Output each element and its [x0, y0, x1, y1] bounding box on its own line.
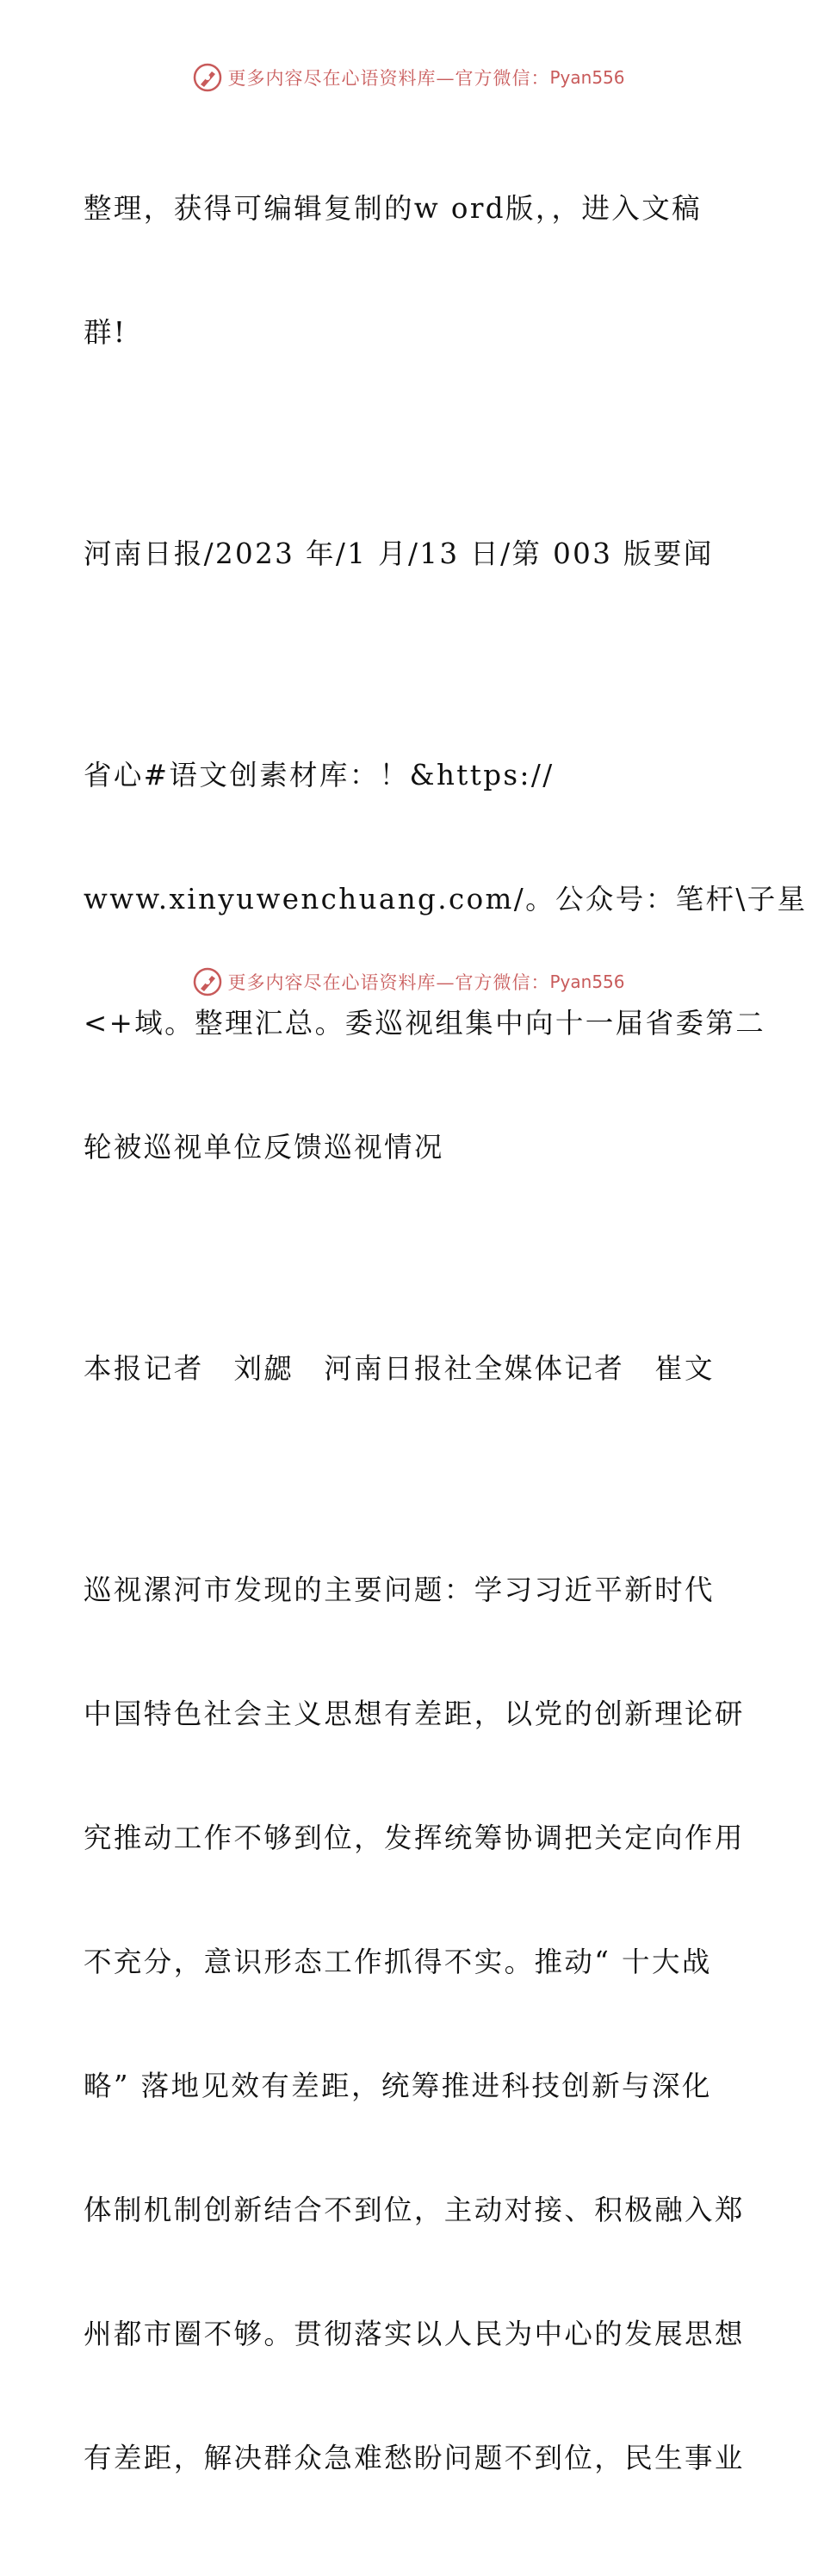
- text-line: 群!: [84, 316, 127, 349]
- pen-logo-icon: [193, 967, 222, 996]
- paragraph-intro: [84, 105, 734, 436]
- text-line: 州都市圈不够。贯彻落实以人民为中心的发展思想: [84, 2318, 745, 2350]
- text-line: 不充分，意识形态工作抓得不实。推动“ 十大战: [84, 1946, 712, 1978]
- text-line: 巡视漯河市发现的主要问题：学习习近平新时代: [84, 1574, 715, 1606]
- text-line: 省心#语文创素材库：！&https://: [84, 759, 555, 791]
- text-line: 体制机制创新结合不到位，主动对接、积极融入郑: [84, 2194, 745, 2226]
- text-line: 轮被巡视单位反馈巡视情况: [84, 1131, 444, 1164]
- text-line: 究推动工作不够到位，发挥统筹协调把关定向作用: [84, 1822, 745, 1854]
- document-body: [84, 105, 808, 2576]
- pen-logo-icon: [193, 63, 222, 92]
- watermark-text: 更多内容尽在心语资料库—官方微信：: [227, 68, 550, 89]
- watermark-id: Pyan556: [549, 67, 625, 88]
- paragraph-byline: [84, 1265, 734, 1472]
- watermark-text: 更多内容尽在心语资料库—官方微信：: [227, 972, 550, 993]
- text-line: 整理，获得可编辑复制的w ord版，，进入文稿: [84, 192, 703, 225]
- text-line: 河南日报/2023 年/1 月/13 日/第 003 版要闻: [84, 537, 714, 570]
- paragraph-headline: [84, 672, 808, 1251]
- text-line: <+域。整理汇总。委巡视组集中向十一届省委第二: [84, 1007, 766, 1040]
- watermark-id: Pyan556: [549, 971, 625, 992]
- footer-watermark: [0, 965, 818, 999]
- paragraph-source: [84, 450, 734, 657]
- text-line: www.xinyuwenchuang.com/。公众号：笔杆\子星: [84, 883, 808, 916]
- header-watermark: [0, 60, 818, 95]
- text-line: 有差距，解决群众急难愁盼问题不到位，民生事业: [84, 2442, 745, 2474]
- text-line: 本报记者 刘勰 河南日报社全媒体记者 崔文: [84, 1352, 715, 1385]
- text-line: 略” 落地见效有差距，统筹推进科技创新与深化: [84, 2070, 712, 2102]
- paragraph-body: [84, 1487, 745, 2561]
- text-line: 中国特色社会主义思想有差距，以党的创新理论研: [84, 1698, 745, 1730]
